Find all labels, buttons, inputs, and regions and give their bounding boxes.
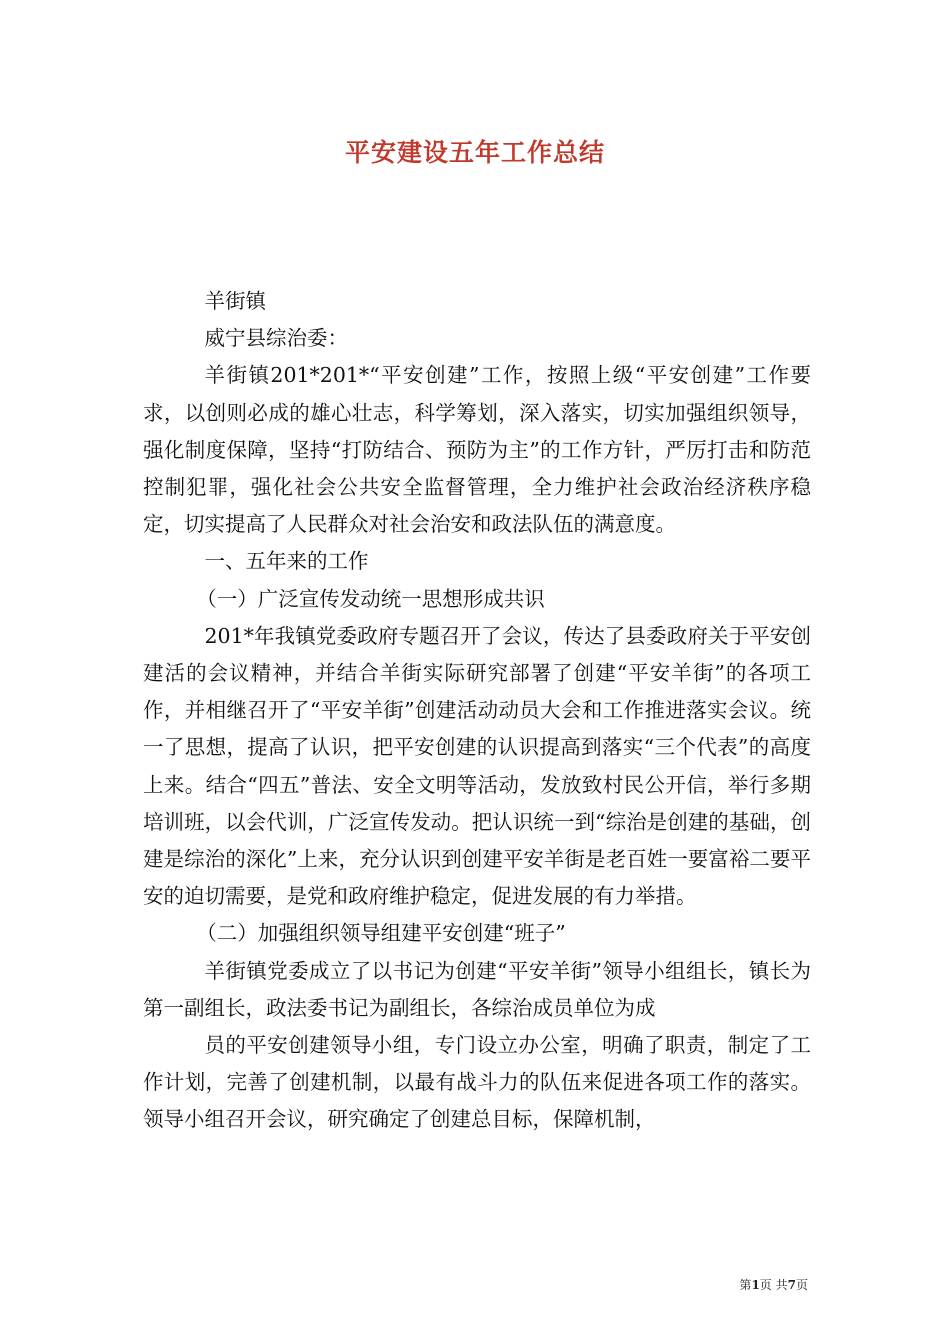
subsection-heading-2: （二）加强组织领导组建平安创建“班子” [196, 921, 566, 946]
paragraph-propaganda: 201*年我镇党委政府专题召开了会议，传达了县委政府关于平安创建活的会议精神，并结合羊街实际研究部署了创建“平安羊街”的各项工作，并相继召开了“平安羊街”创建活动动员大会和工作推进落实会议。统一了思想，提高了认识，把平安创建的认识提高到落实“三个代表”的高度上来。结合“四五”普法、安全文明等活动，发放致村民公开信，举行多期培训班，以会代训，广泛宣传发动。把认识统一到“综治是创建的基础，创建是综治的深化”上来，充分认识到创建平安羊街是老百姓一要富裕二要平安的迫切需要，是党和政府维护稳定，促进发展的有力举措。 [143, 623, 811, 909]
subsection-heading-1: （一）广泛宣传发动统一思想形成共识 [196, 586, 545, 611]
document-title: 平安建设五年工作总结 [344, 138, 605, 167]
page-number [739, 1276, 808, 1293]
current-page: 1 [751, 1278, 760, 1292]
page-suffix: 页 [795, 1278, 808, 1292]
total-pages: 7 [787, 1278, 796, 1292]
recipient-line: 威宁县综治委： [204, 326, 348, 351]
paragraph-organization: 羊街镇党委成立了以书记为创建“平安羊街”领导小组组长，镇长为第一副组长，政法委书记为副组长，各综治成员单位为成 [143, 958, 811, 1020]
paragraph-intro: 羊街镇201*201*“平安创建”工作，按照上级“平安创建”工作要求，以创则必成的雄心壮志，科学筹划，深入落实，切实加强组织领导，强化制度保障，坚持“打防结合、预防为主”的工作方针，严厉打击和防范控制犯罪，强化社会公共安全监督管理，全力维护社会政治经济秩序稳定，切实提高了人民群众对社会治安和政法队伍的满意度。 [143, 363, 811, 537]
document-body [143, 283, 811, 1139]
sender-line: 羊街镇 [204, 289, 266, 313]
page-middle: 页 共 [759, 1278, 788, 1292]
section-heading-1: 一、五年来的工作 [204, 549, 369, 574]
paragraph-organization-cont: 员的平安创建领导小组，专门设立办公室，明确了职责，制定了工作计划，完善了创建机制，以最有战斗力的队伍来促进各项工作的落实。领导小组召开会议，研究确定了创建总目标，保障机制， [143, 1033, 811, 1132]
page-prefix: 第 [739, 1278, 752, 1292]
